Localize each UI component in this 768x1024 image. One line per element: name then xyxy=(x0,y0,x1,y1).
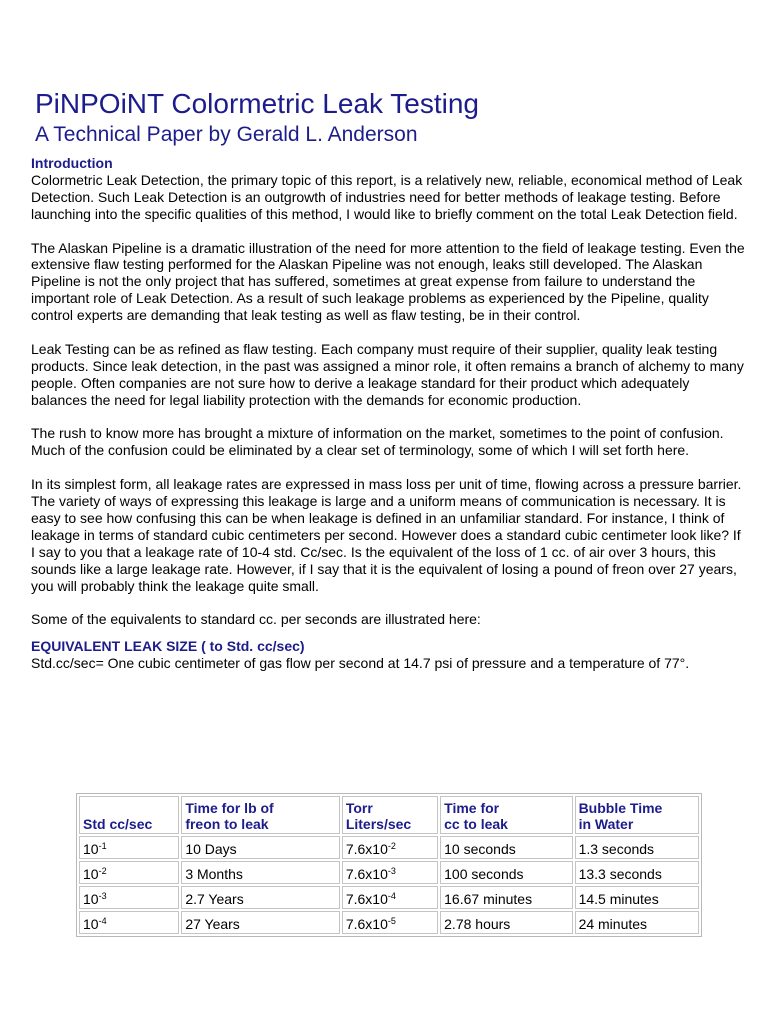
table-row xyxy=(79,861,699,884)
std-cell: $10^{-2}$ xyxy=(79,861,179,884)
header-freon-time: Time for lb of freon to leak xyxy=(181,796,340,834)
cc-cell: 100 seconds xyxy=(440,861,572,884)
table-row xyxy=(79,836,699,859)
introduction-heading: Introduction xyxy=(31,155,113,171)
torr-cell: $7.6x10^{-4}$ xyxy=(342,886,438,909)
torr-cell: $7.6x10^{-2}$ xyxy=(342,836,438,859)
freon-cell: 27 Years xyxy=(181,911,340,934)
cc-cell: 2.78 hours xyxy=(440,911,572,934)
cc-cell: 16.67 minutes xyxy=(440,886,572,909)
paragraph: The rush to know more has brought a mixture of information on the market, sometimes to the point of confusion. Much of the confusion could be eliminated by a clear set of terminology, some of which I will set forth here. xyxy=(31,425,724,459)
header-bubble-time: Bubble Time in Water xyxy=(575,796,699,834)
torr-cell: $7.6x10^{-5}$ xyxy=(342,911,438,934)
freon-cell: 10 Days xyxy=(181,836,340,859)
equivalent-leak-size-heading: EQUIVALENT LEAK SIZE ( to Std. cc/sec) xyxy=(31,638,305,655)
bubble-cell: 13.3 seconds xyxy=(575,861,699,884)
body-text xyxy=(31,155,747,672)
freon-cell: 3 Months xyxy=(181,861,340,884)
paragraph: Some of the equivalents to standard cc. per seconds are illustrated here: xyxy=(31,611,481,628)
paragraph: In its simplest form, all leakage rates are expressed in mass loss per unit of time, flowing across a pressure barrier. The variety of ways of expressing this leakage is large and a uniform means of communication is necessary. It is easy to see how confusing this can be when leakage is defined in an unfamiliar standard. For instance, I think of leakage in terms of standard cubic centimeters per second. However does a standard cubic centimeter look like? If I say to you that a leakage rate of 10-4 std. Cc/sec. Is the equivalent of the loss of 1 cc. of air over 3 hours, this sounds like a large leakage rate. However, if I say that it is the equivalent of losing a pound of freon over 27 years, you will probably think the leakage quite small. xyxy=(31,476,742,594)
header-std-cc-sec: Std cc/sec xyxy=(79,796,179,834)
equivalent-leak-size-table xyxy=(76,793,702,937)
bubble-cell: 1.3 seconds xyxy=(575,836,699,859)
bubble-cell: 14.5 minutes xyxy=(575,886,699,909)
table-row xyxy=(79,911,699,934)
paragraph: Leak Testing can be as refined as flaw testing. Each company must require of their supplier, quality leak testing products. Since leak detection, in the past was assigned a minor role, it often remains a branch of alchemy to many people. Often companies are not sure how to derive a leakage standard for their product which adequately balances the need for legal liability protection with the demands for economic production. xyxy=(31,340,744,408)
page-title: PiNPOiNT Colormetric Leak Testing xyxy=(35,88,480,119)
paragraph: Colormetric Leak Detection, the primary topic of this report, is a relatively new, reliable, economical method of Leak Detection. Such Leak Detection is an outgrowth of industries need for better methods of leakage testing. Before launching into the specific qualities of this method, I would like to briefly comment on the total Leak Detection field. xyxy=(31,171,743,222)
header-torr-liters: Torr Liters/sec xyxy=(342,796,438,834)
freon-cell: 2.7 Years xyxy=(181,886,340,909)
std-cell: $10^{-4}$ xyxy=(79,911,179,934)
bubble-cell: 24 minutes xyxy=(575,911,699,934)
page-subtitle: A Technical Paper by Gerald L. Anderson xyxy=(35,123,418,146)
paragraph: The Alaskan Pipeline is a dramatic illustration of the need for more attention to the field of leakage testing. Even the extensive flaw testing performed for the Alaskan Pipeline was not enough, leaks still developed. The Alaskan Pipeline is not the only project that has suffered, sometimes at great expense from failure to understand the important role of Leak Detection. As a result of such leakage problems as experienced by the Pipeline, quality control experts are demanding that leak testing as well as flaw testing, be in their control. xyxy=(31,239,745,324)
table-header-row xyxy=(79,796,699,834)
torr-cell: $7.6x10^{-3}$ xyxy=(342,861,438,884)
header-cc-time: Time for cc to leak xyxy=(440,796,572,834)
std-cell: $10^{-1}$ xyxy=(79,836,179,859)
std-cell: $10^{-3}$ xyxy=(79,886,179,909)
table-row xyxy=(79,886,699,909)
cc-cell: 10 seconds xyxy=(440,836,572,859)
std-cc-definition: Std.cc/sec= One cubic centimeter of gas flow per second at 14.7 psi of pressure and a temperature of 77°. xyxy=(31,655,690,672)
